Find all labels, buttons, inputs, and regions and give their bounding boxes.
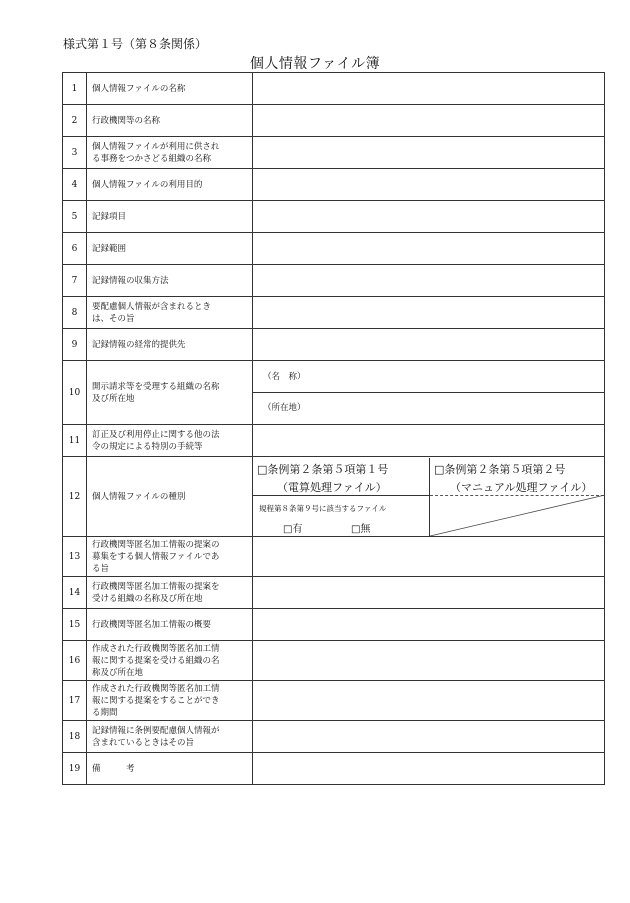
form-label: 様式第１号（第８条関係） (63, 37, 208, 51)
row-number: 12 (63, 457, 87, 537)
table-row (63, 201, 605, 233)
row-label: 行政機関等匿名加工情報の概要 (87, 609, 253, 641)
table-row (63, 329, 605, 361)
row-number: 1 (63, 73, 87, 105)
row-label: 備 考 (87, 753, 253, 785)
row-number: 10 (63, 361, 87, 425)
row-label: 記録情報に条例要配慮個人情報が 含まれているときはその旨 (87, 721, 253, 753)
table-row (63, 721, 605, 753)
row-number: 19 (63, 753, 87, 785)
file-type-field (253, 457, 605, 537)
table-row (63, 169, 605, 201)
table-row (63, 577, 605, 609)
row-number: 18 (63, 721, 87, 753)
row-label: 要配慮個人情報が含まれるとき は、その旨 (87, 297, 253, 329)
row-number: 11 (63, 425, 87, 457)
value-field[interactable] (253, 537, 605, 577)
electronic-checkbox[interactable]: □条例第２条第５項第１号 (257, 462, 389, 476)
value-field[interactable] (253, 233, 605, 265)
table-row (63, 681, 605, 721)
org-name-field[interactable]: （名 称） (263, 372, 306, 382)
table-row (63, 233, 605, 265)
row-label: 作成された行政機関等匿名加工情 報に関する提案をすることができ る期間 (87, 681, 253, 721)
value-field[interactable] (253, 265, 605, 297)
row-label: 開示請求等を受理する組織の名称 及び所在地 (87, 361, 253, 425)
table-row (63, 361, 605, 425)
row-label: 個人情報ファイルの種別 (87, 457, 253, 537)
row-label: 個人情報ファイルの名称 (87, 73, 253, 105)
row-number: 7 (63, 265, 87, 297)
row-label: 行政機関等匿名加工情報の提案の 募集をする個人情報ファイルであ る旨 (87, 537, 253, 577)
option-manual (430, 458, 604, 536)
no-checkbox[interactable]: □無 (351, 523, 371, 535)
divider (253, 495, 429, 496)
row-number: 3 (63, 137, 87, 169)
table-row (63, 73, 605, 105)
table-row (63, 537, 605, 577)
page-title: 個人情報ファイル簿 (249, 56, 381, 72)
file-type-options (253, 458, 604, 536)
row-number: 4 (63, 169, 87, 201)
table-row (63, 641, 605, 681)
value-field (253, 361, 605, 425)
row-label: 記録情報の経常的提供先 (87, 329, 253, 361)
table-row (63, 297, 605, 329)
table-row (63, 105, 605, 137)
row-label: 記録情報の収集方法 (87, 265, 253, 297)
row-number: 15 (63, 609, 87, 641)
table-row (63, 425, 605, 457)
row-number: 9 (63, 329, 87, 361)
row-label: 作成された行政機関等匿名加工情 報に関する提案を受ける組織の名 称及び所在地 (87, 641, 253, 681)
value-field[interactable] (253, 105, 605, 137)
value-field[interactable] (253, 681, 605, 721)
yes-checkbox[interactable]: □有 (283, 523, 303, 535)
row-label: 記録範囲 (87, 233, 253, 265)
rule-applicability-label: 規程第８条第９号に該当するファイル (259, 503, 387, 513)
option-electronic (253, 458, 430, 536)
row-number: 6 (63, 233, 87, 265)
value-field[interactable] (253, 641, 605, 681)
value-field[interactable] (253, 425, 605, 457)
value-field[interactable] (253, 753, 605, 785)
value-field[interactable] (253, 297, 605, 329)
row-number: 13 (63, 537, 87, 577)
manual-checkbox[interactable]: □条例第２条第５項第２号 (434, 462, 566, 476)
value-field[interactable] (253, 201, 605, 233)
table-row (63, 265, 605, 297)
row-number: 16 (63, 641, 87, 681)
value-field[interactable] (253, 609, 605, 641)
row-number: 2 (63, 105, 87, 137)
table-row (63, 753, 605, 785)
row-number: 8 (63, 297, 87, 329)
row-number: 14 (63, 577, 87, 609)
electronic-caption: （電算処理ファイル） (277, 480, 387, 494)
row-label: 訂正及び利用停止に関する他の法 令の規定による特別の手続等 (87, 425, 253, 457)
table-row (63, 457, 605, 537)
file-register-table (62, 72, 605, 785)
row-label: 記録項目 (87, 201, 253, 233)
org-location-field[interactable]: （所在地） (253, 392, 604, 423)
value-field[interactable] (253, 721, 605, 753)
row-label: 行政機関等匿名加工情報の提案を 受ける組織の名称及び所在地 (87, 577, 253, 609)
table-row (63, 137, 605, 169)
table-row (63, 609, 605, 641)
value-field[interactable] (253, 169, 605, 201)
row-number: 17 (63, 681, 87, 721)
value-field[interactable] (253, 137, 605, 169)
value-field[interactable] (253, 73, 605, 105)
value-field[interactable] (253, 577, 605, 609)
row-label: 個人情報ファイルが利用に供され る事務をつかさどる組織の名称 (87, 137, 253, 169)
row-label: 行政機関等の名称 (87, 105, 253, 137)
diagonal-strike-line (430, 495, 605, 536)
value-field[interactable] (253, 329, 605, 361)
row-number: 5 (63, 201, 87, 233)
row-label: 個人情報ファイルの利用目的 (87, 169, 253, 201)
manual-caption: （マニュアル処理ファイル） (450, 480, 593, 494)
